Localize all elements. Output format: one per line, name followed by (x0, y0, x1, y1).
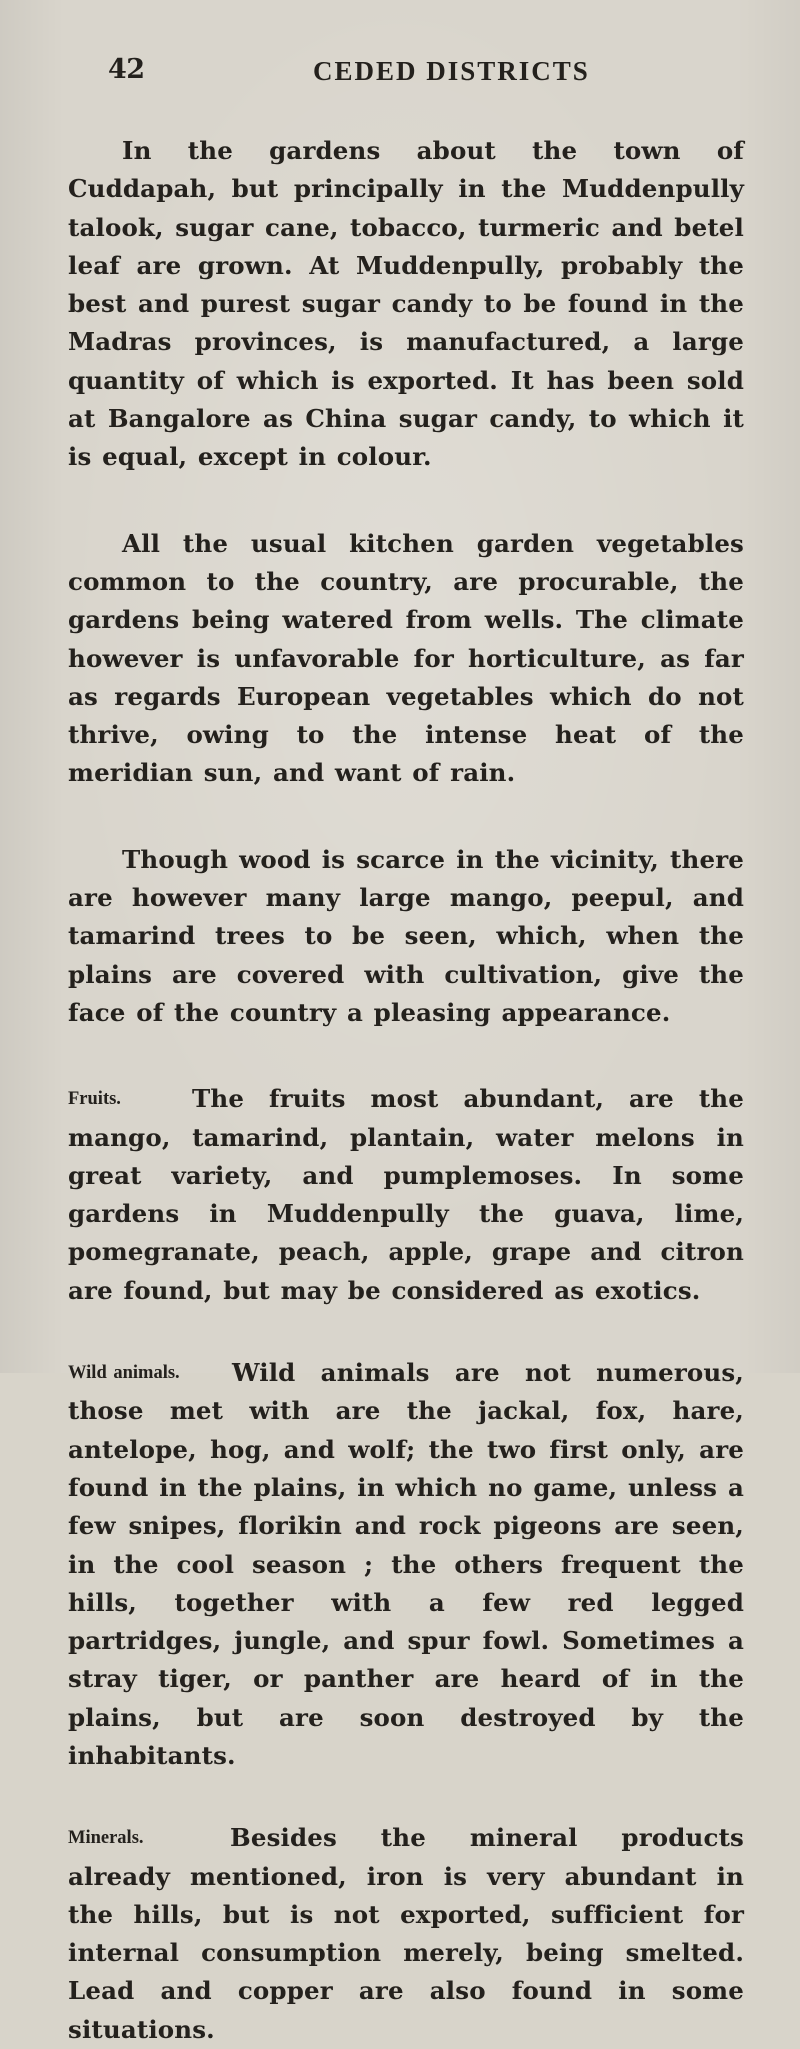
body-text (68, 132, 744, 2049)
sidenote-fruits: Fruits. (68, 1089, 121, 1110)
paragraph-fruits-text: The fruits most abundant, are the mango, tamarind, plantain, water melons in great variety, and pumplemoses. In some gardens in Muddenpully the guava, lime, pomegranate, peach, apple, grape and citron are found, but may be considered as exotics. (68, 1084, 744, 1305)
paragraph-wild-animals-text: Wild animals are not numerous, those met with are the jackal, fox, hare, antelope, hog, and wolf; the two first only, are found in the plains, in which no game, unless a few snipes, florikin and rock pigeons are seen, in the cool season ; the others frequent the hills, together with a few red legged partridges, jungle, and spur fowl. Sometimes a stray tiger, or panther are heard of in the plains, but are soon destroyed by the inhabitants. (68, 1358, 744, 1770)
paragraph-cuddapah-gardens: In the gardens about the town of Cuddapah, but principally in the Muddenpully talook, sugar cane, tobacco, turmeric and betel leaf are grown. At Muddenpully, probably the best and purest sugar candy to be found in the Madras provinces, is manufactured, a large quantity of which is exported. It has been sold at Bangalore as China sugar candy, to which it is equal, except in colour. (68, 136, 744, 472)
paragraph-vegetables: All the usual kitchen garden vegetables common to the country, are procurable, the gardens being watered from wells. The climate however is unfavorable for horticulture, as far as regards European vegetables which do not thrive, owing to the intense heat of the meridian sun, and want of rain. (68, 528, 744, 788)
sidenote-wild-animals: Wild animals. (68, 1363, 180, 1384)
paragraph-minerals-text: Besides the mineral products already mentioned, iron is very abundant in the hills, but is not exported, sufficient for internal consumption merely, being smelted. Lead and copper are also found in some situations. (68, 1823, 744, 2044)
page-number: 42 (108, 54, 145, 85)
paragraph-wood-and-trees: Though wood is scarce in the vicinity, there are however many large mango, peepul, and tamarind trees to be seen, which, when the plains are covered with cultivation, give the face of the country a pleasing appearance. (68, 844, 744, 1027)
paragraph-fruits (68, 1080, 744, 1310)
paragraph-minerals (68, 1819, 744, 2049)
paragraph-wild-animals (68, 1354, 744, 1775)
sidenote-minerals: Minerals. (68, 1828, 144, 1849)
running-head: CEDED DISTRICTS (313, 56, 590, 86)
page-header (108, 54, 758, 98)
